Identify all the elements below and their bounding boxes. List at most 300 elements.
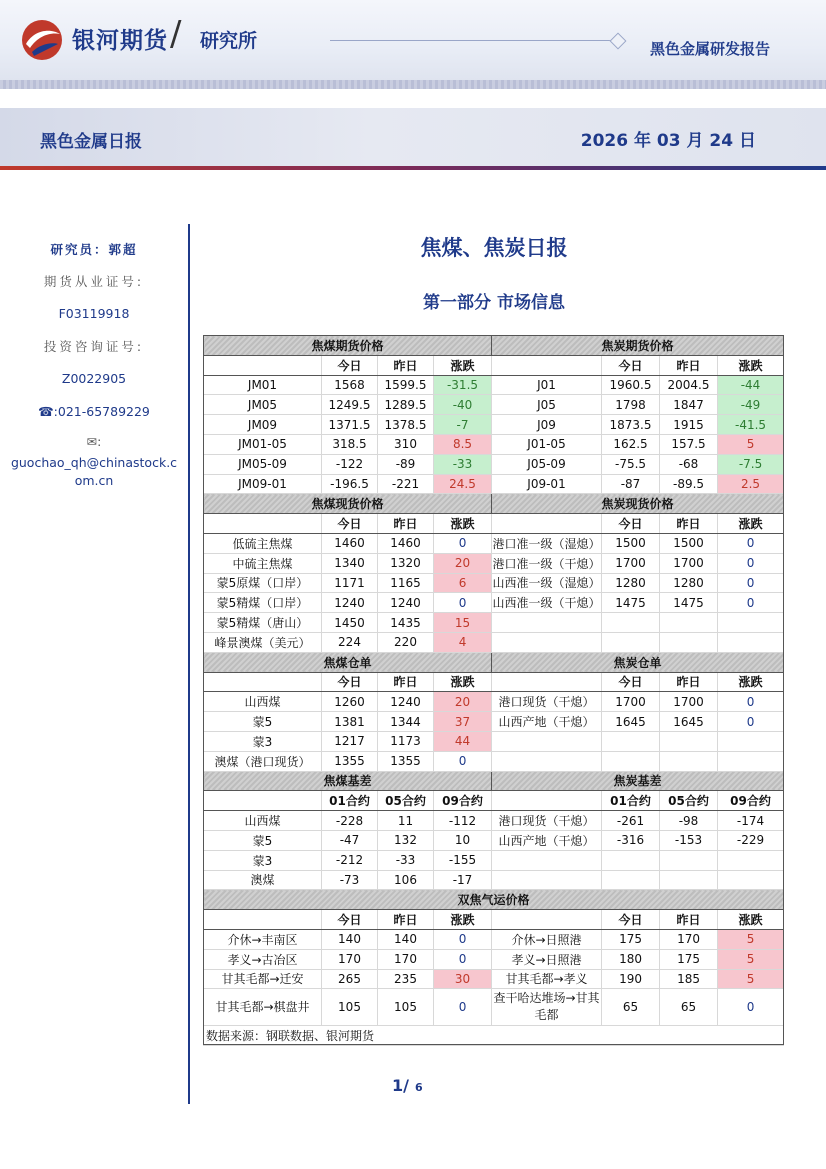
left-section-title: 焦煤仓单: [204, 652, 492, 672]
column-header: 昨日: [660, 672, 718, 692]
value-cell: -174: [718, 811, 784, 831]
spot-column-headers: [204, 514, 784, 534]
value-cell: 1847: [660, 395, 718, 415]
value-cell: [602, 850, 660, 870]
right-section-title: 焦炭现货价格: [492, 494, 784, 514]
value-cell: 180: [602, 949, 660, 969]
column-header: 今日: [322, 355, 378, 375]
row-label: 介休→丰南区: [204, 929, 322, 949]
row-label: 港口现货（干熄）: [492, 692, 602, 712]
column-header: 涨跌: [434, 355, 492, 375]
value-cell: -33: [378, 850, 434, 870]
column-header: 09合约: [434, 791, 492, 811]
row-label: 港口准一级（干熄）: [492, 553, 602, 573]
value-cell: [718, 751, 784, 771]
table-row: [204, 613, 784, 633]
row-label: [492, 731, 602, 751]
value-cell: 37: [434, 712, 492, 732]
left-section-title: 焦煤基差: [204, 771, 492, 791]
column-header: 涨跌: [718, 355, 784, 375]
column-header: 05合约: [378, 791, 434, 811]
value-cell: 2.5: [718, 474, 784, 494]
page-current: 1/: [392, 1076, 409, 1095]
column-header: 昨日: [378, 355, 434, 375]
value-cell: 185: [660, 969, 718, 989]
row-label: JM01-05: [204, 434, 322, 454]
column-header: 今日: [322, 910, 378, 930]
value-cell: 0: [434, 929, 492, 949]
value-cell: -44: [718, 375, 784, 395]
analyst-phone: ☎:021-65789229: [38, 404, 150, 419]
row-label: 港口准一级（湿熄）: [492, 533, 602, 553]
table-row: [204, 553, 784, 573]
analyst-email[interactable]: guochao_qh@chinastock.com.cn: [10, 455, 178, 488]
value-cell: -87: [602, 474, 660, 494]
table-row: [204, 573, 784, 593]
report-type: 黑色金属研发报告: [649, 40, 770, 58]
value-cell: -68: [660, 454, 718, 474]
row-label: 蒙3: [204, 731, 322, 751]
value-cell: -73: [322, 870, 378, 890]
value-cell: 5: [718, 949, 784, 969]
row-label: [492, 850, 602, 870]
column-header: 昨日: [378, 910, 434, 930]
value-cell: 162.5: [602, 434, 660, 454]
table-row: [204, 454, 784, 474]
column-header: 昨日: [378, 672, 434, 692]
value-cell: [660, 613, 718, 633]
value-cell: 1475: [660, 593, 718, 613]
row-label: 中硫主焦煤: [204, 553, 322, 573]
value-cell: 235: [378, 969, 434, 989]
value-cell: 8.5: [434, 434, 492, 454]
value-cell: -17: [434, 870, 492, 890]
value-cell: 1798: [602, 395, 660, 415]
daily-report-title: 黑色金属日报: [40, 132, 142, 152]
header-stripe: [0, 80, 826, 89]
value-cell: -316: [602, 830, 660, 850]
row-label: 低硫主焦煤: [204, 533, 322, 553]
column-header: 01合约: [602, 791, 660, 811]
freight-column-headers: [204, 910, 784, 930]
value-cell: -228: [322, 811, 378, 831]
blank-header: [492, 910, 602, 930]
row-label: 蒙5: [204, 830, 322, 850]
row-label: 介休→日照港: [492, 929, 602, 949]
data-source-note: 数据来源：钢联数据、银河期货: [204, 1026, 784, 1046]
row-label: 澳煤: [204, 870, 322, 890]
row-label: 山西准一级（干熄）: [492, 593, 602, 613]
report-date: 2026 年 03 月 24 日: [580, 131, 756, 151]
row-label: J05: [492, 395, 602, 415]
value-cell: 0: [718, 712, 784, 732]
market-info-table: [203, 335, 784, 1046]
value-cell: 0: [434, 989, 492, 1026]
row-label: 山西准一级（湿熄）: [492, 573, 602, 593]
value-cell: 170: [322, 949, 378, 969]
value-cell: 1700: [660, 692, 718, 712]
table-row: [204, 415, 784, 435]
galaxy-logo-icon: [20, 18, 64, 62]
value-cell: 0: [434, 751, 492, 771]
value-cell: 1500: [660, 533, 718, 553]
value-cell: 1171: [322, 573, 378, 593]
value-cell: 1435: [378, 613, 434, 633]
row-label: 山西产地（干熄）: [492, 712, 602, 732]
value-cell: 1217: [322, 731, 378, 751]
value-cell: 0: [434, 593, 492, 613]
value-cell: 310: [378, 434, 434, 454]
value-cell: 1381: [322, 712, 378, 732]
value-cell: 1240: [378, 593, 434, 613]
blank-header: [204, 514, 322, 534]
institute-name: 研究所: [200, 30, 258, 52]
row-label: J09: [492, 415, 602, 435]
table-row: [204, 474, 784, 494]
row-label: 峰景澳煤（美元）: [204, 632, 322, 652]
value-cell: 1165: [378, 573, 434, 593]
table-row: [204, 692, 784, 712]
value-cell: 1700: [602, 692, 660, 712]
value-cell: 0: [718, 692, 784, 712]
value-cell: 1475: [602, 593, 660, 613]
right-section-title: 焦炭期货价格: [492, 336, 784, 356]
column-header: 今日: [602, 910, 660, 930]
row-label: 蒙3: [204, 850, 322, 870]
value-cell: 0: [434, 533, 492, 553]
futures-column-headers: [204, 355, 784, 375]
value-cell: [718, 731, 784, 751]
value-cell: 0: [718, 989, 784, 1026]
value-cell: -75.5: [602, 454, 660, 474]
warehouse-section-header: [204, 652, 784, 672]
value-cell: -7.5: [718, 454, 784, 474]
value-cell: 1915: [660, 415, 718, 435]
value-cell: 20: [434, 553, 492, 573]
value-cell: 1450: [322, 613, 378, 633]
value-cell: 1280: [602, 573, 660, 593]
row-label: J01-05: [492, 434, 602, 454]
value-cell: 170: [660, 929, 718, 949]
value-cell: 1960.5: [602, 375, 660, 395]
column-header: 今日: [322, 672, 378, 692]
row-label: JM09-01: [204, 474, 322, 494]
value-cell: [718, 632, 784, 652]
table-row: [204, 870, 784, 890]
value-cell: 0: [718, 593, 784, 613]
table-row: [204, 850, 784, 870]
value-cell: [660, 850, 718, 870]
report-title: 焦煤、焦炭日报: [420, 236, 568, 260]
column-header: 涨跌: [718, 910, 784, 930]
value-cell: 0: [718, 533, 784, 553]
value-cell: 105: [378, 989, 434, 1026]
value-cell: -153: [660, 830, 718, 850]
sidebar-divider: [188, 224, 190, 1104]
page-number: [392, 1076, 423, 1095]
consult-number: Z0022905: [61, 371, 127, 386]
table-row: [204, 632, 784, 652]
value-cell: -47: [322, 830, 378, 850]
value-cell: 106: [378, 870, 434, 890]
column-header: 01合约: [322, 791, 378, 811]
table-row: [204, 751, 784, 771]
section-title-cell: 双焦气运价格: [204, 890, 784, 910]
license-label: 期货从业证号:: [43, 274, 145, 289]
row-label: JM01: [204, 375, 322, 395]
blank-header: [204, 910, 322, 930]
spot-section-header: [204, 494, 784, 514]
value-cell: [660, 731, 718, 751]
value-cell: -89.5: [660, 474, 718, 494]
value-cell: [718, 850, 784, 870]
value-cell: -7: [434, 415, 492, 435]
consult-label: 投资咨询证号:: [43, 339, 145, 354]
value-cell: 140: [322, 929, 378, 949]
value-cell: 1240: [378, 692, 434, 712]
row-label: 港口现货（干熄）: [492, 811, 602, 831]
row-label: J01: [492, 375, 602, 395]
value-cell: -40: [434, 395, 492, 415]
row-label: JM09: [204, 415, 322, 435]
value-cell: 1340: [322, 553, 378, 573]
column-header: 今日: [602, 514, 660, 534]
blank-header: [204, 791, 322, 811]
value-cell: -98: [660, 811, 718, 831]
value-cell: -229: [718, 830, 784, 850]
column-header: 05合约: [660, 791, 718, 811]
row-label: J09-01: [492, 474, 602, 494]
value-cell: 1700: [602, 553, 660, 573]
row-label: [492, 870, 602, 890]
value-cell: 1599.5: [378, 375, 434, 395]
table-row: [204, 989, 784, 1026]
table-row: [204, 830, 784, 850]
blank-header: [492, 514, 602, 534]
row-label: 孝义→古冶区: [204, 949, 322, 969]
value-cell: 1344: [378, 712, 434, 732]
freight-section-header: [204, 890, 784, 910]
header-deco-line: [330, 40, 620, 41]
value-cell: -212: [322, 850, 378, 870]
value-cell: 1371.5: [322, 415, 378, 435]
value-cell: [660, 870, 718, 890]
value-cell: 1260: [322, 692, 378, 712]
value-cell: 1873.5: [602, 415, 660, 435]
value-cell: 318.5: [322, 434, 378, 454]
table-row: [204, 375, 784, 395]
column-header: 今日: [322, 514, 378, 534]
value-cell: 0: [434, 949, 492, 969]
blank-header: [204, 672, 322, 692]
basis-column-headers: [204, 791, 784, 811]
value-cell: 132: [378, 830, 434, 850]
company-name: 银河期货: [72, 28, 168, 54]
value-cell: 265: [322, 969, 378, 989]
value-cell: 1645: [602, 712, 660, 732]
value-cell: 11: [378, 811, 434, 831]
row-label: JM05-09: [204, 454, 322, 474]
mail-icon: ✉:: [86, 434, 102, 449]
value-cell: 1355: [322, 751, 378, 771]
value-cell: 1378.5: [378, 415, 434, 435]
value-cell: -89: [378, 454, 434, 474]
blank-header: [492, 791, 602, 811]
value-cell: 175: [602, 929, 660, 949]
value-cell: 190: [602, 969, 660, 989]
value-cell: 1289.5: [378, 395, 434, 415]
value-cell: 1173: [378, 731, 434, 751]
value-cell: -155: [434, 850, 492, 870]
section-title: 第一部分 市场信息: [423, 293, 565, 313]
row-label: JM05: [204, 395, 322, 415]
column-header: 今日: [602, 672, 660, 692]
value-cell: [602, 731, 660, 751]
value-cell: -41.5: [718, 415, 784, 435]
value-cell: 44: [434, 731, 492, 751]
source-row: [204, 1026, 784, 1046]
table-row: [204, 395, 784, 415]
value-cell: [660, 632, 718, 652]
row-label: 山西煤: [204, 811, 322, 831]
value-cell: 65: [602, 989, 660, 1026]
analyst-sidebar: [8, 242, 180, 490]
column-header: 昨日: [378, 514, 434, 534]
column-header: 涨跌: [718, 514, 784, 534]
value-cell: 65: [660, 989, 718, 1026]
left-section-title: 焦煤期货价格: [204, 336, 492, 356]
row-label: [492, 632, 602, 652]
value-cell: -261: [602, 811, 660, 831]
value-cell: 6: [434, 573, 492, 593]
row-label: 蒙5原煤（口岸）: [204, 573, 322, 593]
blank-header: [204, 355, 322, 375]
value-cell: 220: [378, 632, 434, 652]
value-cell: 10: [434, 830, 492, 850]
value-cell: 175: [660, 949, 718, 969]
warehouse-column-headers: [204, 672, 784, 692]
value-cell: 1460: [378, 533, 434, 553]
value-cell: 0: [718, 553, 784, 573]
row-label: 蒙5: [204, 712, 322, 732]
value-cell: 1240: [322, 593, 378, 613]
right-section-title: 焦炭仓单: [492, 652, 784, 672]
blank-header: [492, 355, 602, 375]
left-section-title: 焦煤现货价格: [204, 494, 492, 514]
value-cell: 1645: [660, 712, 718, 732]
table-row: [204, 929, 784, 949]
column-header: 涨跌: [434, 910, 492, 930]
table-row: [204, 712, 784, 732]
value-cell: [718, 613, 784, 633]
table-row: [204, 434, 784, 454]
value-cell: -112: [434, 811, 492, 831]
logo-divider: /: [170, 14, 182, 54]
row-label: 查干哈达堆场→甘其毛都: [492, 989, 602, 1026]
value-cell: 170: [378, 949, 434, 969]
value-cell: [602, 751, 660, 771]
value-cell: 1568: [322, 375, 378, 395]
row-label: 甘其毛都→棋盘井: [204, 989, 322, 1026]
basis-section-header: [204, 771, 784, 791]
value-cell: 0: [718, 573, 784, 593]
futures-section-header: [204, 336, 784, 356]
row-label: 蒙5精煤（唐山）: [204, 613, 322, 633]
table-row: [204, 593, 784, 613]
row-label: J05-09: [492, 454, 602, 474]
value-cell: 1500: [602, 533, 660, 553]
value-cell: -31.5: [434, 375, 492, 395]
value-cell: [602, 870, 660, 890]
value-cell: -33: [434, 454, 492, 474]
row-label: [492, 751, 602, 771]
row-label: 山西煤: [204, 692, 322, 712]
right-section-title: 焦炭基差: [492, 771, 784, 791]
license-number: F03119918: [58, 306, 130, 321]
column-header: 昨日: [660, 355, 718, 375]
row-label: [492, 613, 602, 633]
page-total: 6: [414, 1081, 423, 1094]
sub-header-accent-line: [0, 166, 826, 170]
column-header: 涨跌: [718, 672, 784, 692]
value-cell: 15: [434, 613, 492, 633]
row-label: 山西产地（干熄）: [492, 830, 602, 850]
value-cell: [718, 870, 784, 890]
column-header: 昨日: [660, 910, 718, 930]
column-header: 涨跌: [434, 514, 492, 534]
value-cell: [602, 632, 660, 652]
column-header: 昨日: [660, 514, 718, 534]
column-header: 涨跌: [434, 672, 492, 692]
value-cell: 20: [434, 692, 492, 712]
value-cell: [602, 613, 660, 633]
value-cell: 5: [718, 929, 784, 949]
value-cell: -122: [322, 454, 378, 474]
value-cell: 1700: [660, 553, 718, 573]
analyst-name: 研究员：郭超: [50, 242, 138, 257]
value-cell: 140: [378, 929, 434, 949]
value-cell: 1355: [378, 751, 434, 771]
value-cell: 157.5: [660, 434, 718, 454]
row-label: 澳煤（港口现货）: [204, 751, 322, 771]
table-row: [204, 533, 784, 553]
value-cell: 1320: [378, 553, 434, 573]
column-header: 今日: [602, 355, 660, 375]
row-label: 甘其毛都→迁安: [204, 969, 322, 989]
table-row: [204, 731, 784, 751]
blank-header: [492, 672, 602, 692]
value-cell: 1460: [322, 533, 378, 553]
row-label: 蒙5精煤（口岸）: [204, 593, 322, 613]
value-cell: 105: [322, 989, 378, 1026]
value-cell: -221: [378, 474, 434, 494]
value-cell: 224: [322, 632, 378, 652]
value-cell: -196.5: [322, 474, 378, 494]
value-cell: 30: [434, 969, 492, 989]
table-row: [204, 969, 784, 989]
value-cell: 2004.5: [660, 375, 718, 395]
value-cell: 4: [434, 632, 492, 652]
value-cell: 5: [718, 434, 784, 454]
row-label: 甘其毛都→孝义: [492, 969, 602, 989]
value-cell: [660, 751, 718, 771]
value-cell: 5: [718, 969, 784, 989]
table-row: [204, 949, 784, 969]
table-row: [204, 811, 784, 831]
value-cell: 24.5: [434, 474, 492, 494]
row-label: 孝义→日照港: [492, 949, 602, 969]
value-cell: 1280: [660, 573, 718, 593]
